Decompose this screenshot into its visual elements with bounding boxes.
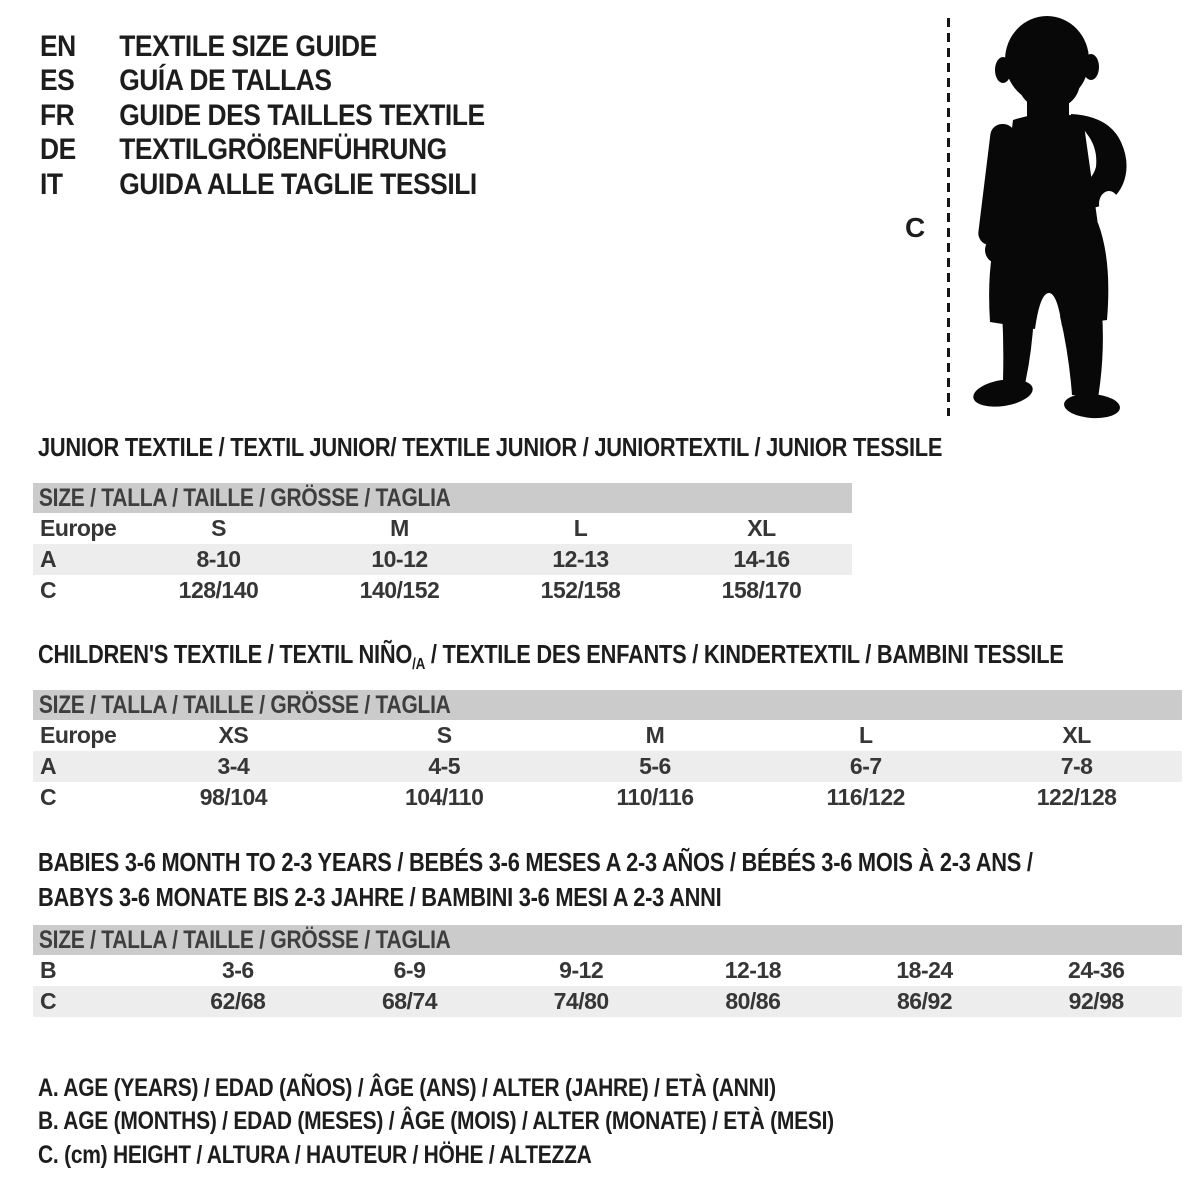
cell: 110/116 — [616, 784, 694, 810]
table-row-age — [33, 544, 852, 575]
language-title: GUIDA ALLE TAGLIE TESSILI — [119, 167, 477, 201]
cell: S — [436, 722, 452, 748]
cell: 140/152 — [359, 577, 440, 603]
cell: 6-7 — [849, 753, 882, 779]
children-title-pre: CHILDREN'S TEXTILE / TEXTIL NIÑO — [38, 639, 413, 669]
legend-line-a: A. AGE (YEARS) / EDAD (AÑOS) / ÂGE (ANS) / ALTER (JAHRE) / ETÀ (ANNI) — [38, 1074, 776, 1102]
cell: M — [645, 722, 665, 748]
row-label: C — [40, 988, 57, 1014]
language-title: GUIDE DES TAILLES TEXTILE — [119, 98, 485, 132]
toddler-silhouette-icon — [956, 10, 1148, 420]
cell: XL — [1062, 722, 1091, 748]
cell: 98/104 — [199, 784, 268, 810]
cell: 10-12 — [371, 546, 428, 572]
children-title-post: / TEXTILE DES ENFANTS / KINDERTEXTIL / BAMBINI TESSILE — [425, 639, 1064, 669]
cell: XL — [747, 515, 776, 541]
cell: 9-12 — [559, 957, 604, 983]
cell: 12-13 — [552, 546, 609, 572]
table-row-europe — [33, 720, 1182, 751]
cell: 7-8 — [1060, 753, 1093, 779]
children-size-table — [33, 690, 1182, 813]
table-row-age — [33, 751, 1182, 782]
size-header-bar — [33, 925, 1182, 955]
table-row-months — [33, 955, 1182, 986]
language-row — [40, 64, 485, 98]
size-header-bar — [33, 483, 852, 513]
language-title: TEXTILE SIZE GUIDE — [119, 30, 377, 63]
cell: 62/68 — [210, 988, 266, 1014]
cell: 3-6 — [221, 957, 254, 983]
cell: 5-6 — [639, 753, 671, 779]
junior-section-title: JUNIOR TEXTILE / TEXTIL JUNIOR/ TEXTILE JUNIOR / JUNIORTEXTIL / JUNIOR TESSILE — [38, 432, 943, 462]
cell: XS — [218, 722, 249, 748]
cell: 12-18 — [724, 957, 782, 983]
cell: L — [859, 722, 873, 748]
size-header-bar — [33, 690, 1182, 720]
cell: 158/170 — [721, 577, 802, 603]
cell: 74/80 — [553, 988, 609, 1014]
table-row-height — [33, 575, 852, 606]
language-title: TEXTILGRÖßENFÜHRUNG — [119, 133, 447, 167]
cell: 3-4 — [217, 753, 250, 779]
language-row — [40, 30, 485, 64]
cell: 116/122 — [826, 784, 905, 810]
size-header-label: SIZE / TALLA / TAILLE / GRÖSSE / TAGLIA — [38, 925, 451, 954]
row-label: Europe — [40, 515, 117, 541]
cell: 14-16 — [733, 546, 790, 572]
cell: 152/158 — [540, 577, 621, 603]
babies-title-line1: BABIES 3-6 MONTH TO 2-3 YEARS / BEBÉS 3-6 MESES A 2-3 AÑOS / BÉBÉS 3-6 MOIS À 2-3 ANS / — [38, 847, 1033, 877]
cell: M — [390, 515, 409, 541]
language-code: ES — [40, 64, 75, 98]
row-label: C — [40, 577, 57, 603]
table-row-height — [33, 782, 1182, 813]
cell: 24-36 — [1068, 957, 1125, 983]
language-row — [40, 133, 485, 167]
row-label: B — [40, 957, 57, 983]
cell: 18-24 — [896, 957, 953, 983]
size-header-label: SIZE / TALLA / TAILLE / GRÖSSE / TAGLIA — [38, 690, 451, 719]
height-measure-line — [947, 18, 950, 416]
language-row — [40, 168, 485, 202]
cell: 128/140 — [178, 577, 259, 603]
legend-line-c: C. (cm) HEIGHT / ALTURA / HAUTEUR / HÖHE / ALTEZZA — [38, 1140, 592, 1169]
size-header-label: SIZE / TALLA / TAILLE / GRÖSSE / TAGLIA — [38, 483, 451, 512]
babies-title-line2: BABYS 3-6 MONATE BIS 2-3 JAHRE / BAMBINI 3-6 MESI A 2-3 ANNI — [38, 882, 722, 912]
row-label: A — [40, 753, 57, 779]
table-row-height — [33, 986, 1182, 1017]
cell: L — [573, 515, 588, 541]
babies-section-title — [38, 845, 1033, 915]
language-title: GUÍA DE TALLAS — [119, 64, 332, 98]
cell: S — [211, 515, 226, 541]
language-code: DE — [40, 133, 76, 167]
legend-line-b: B. AGE (MONTHS) / EDAD (MESES) / ÂGE (MOIS) / ALTER (MONATE) / ETÀ (MESI) — [38, 1107, 834, 1136]
cell: 80/86 — [725, 988, 781, 1014]
legend — [38, 1072, 986, 1172]
language-row — [40, 99, 485, 133]
height-measure-label: C — [905, 212, 926, 243]
junior-size-table — [33, 483, 852, 606]
language-code: FR — [40, 98, 75, 132]
language-code: IT — [40, 167, 63, 201]
cell: 6-9 — [393, 957, 426, 983]
row-label: A — [40, 546, 57, 572]
row-label: Europe — [40, 722, 117, 748]
babies-size-table — [33, 925, 1182, 1017]
table-row-europe — [33, 513, 852, 544]
cell: 8-10 — [196, 546, 241, 572]
cell: 86/92 — [896, 988, 953, 1014]
cell: 92/98 — [1068, 988, 1124, 1014]
children-title-subscript: /A — [412, 656, 426, 673]
row-label: C — [40, 784, 57, 810]
language-title-list — [40, 30, 545, 202]
language-code: EN — [40, 30, 76, 63]
cell: 4-5 — [428, 753, 461, 779]
cell: 68/74 — [381, 988, 438, 1014]
cell: 122/128 — [1036, 784, 1117, 810]
cell: 104/110 — [405, 784, 484, 810]
children-section-title — [38, 639, 1064, 674]
